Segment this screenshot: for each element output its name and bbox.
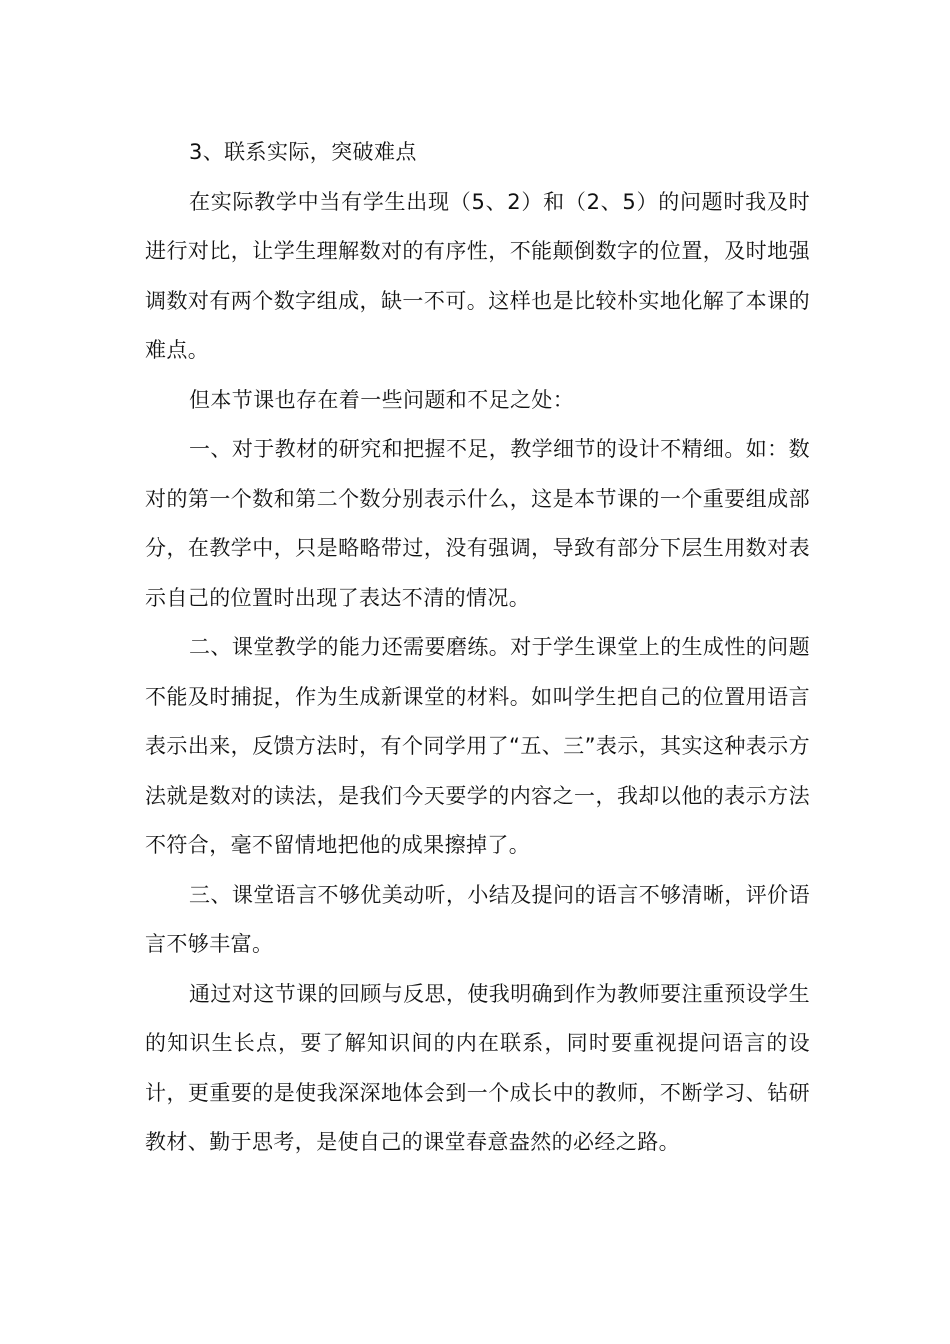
document-body <box>145 128 810 1168</box>
paragraph-shortcoming-two: 二、课堂教学的能力还需要磨练。对于学生课堂上的生成性的问题不能及时捕捉，作为生成新课堂的材料。如叫学生把自己的位置用语言表示出来，反馈方法时，有个同学用了“五、三”表示，其实这种表示方法就是数对的读法，是我们今天要学的内容之一，我却以他的表示方法不符合，毫不留情地把他的成果擦掉了。 <box>145 635 810 857</box>
paragraph-shortcomings-intro: 但本节课也存在着一些问题和不足之处： <box>189 387 575 412</box>
paragraph-shortcoming-one: 一、对于教材的研究和把握不足，教学细节的设计不精细。如：数对的第一个数和第二个数分别表示什么，这是本节课的一个重要组成部分，在教学中，只是略略带过，没有强调，导致有部分下层生用数对表示自己的位置时出现了表达不清的情况。 <box>145 437 810 610</box>
paragraph-case-comparison: 在实际教学中当有学生出现（5、2）和（2、5）的问题时我及时进行对比，让学生理解数对的有序性，不能颠倒数字的位置，及时地强调数对有两个数字组成，缺一不可。这样也是比较朴实地化解了本课的难点。 <box>145 189 810 362</box>
paragraph-conclusion: 通过对这节课的回顾与反思，使我明确到作为教师要注重预设学生的知识生长点，要了解知识间的内在联系，同时要重视提问语言的设计，更重要的是使我深深地体会到一个成长中的教师，不断学习、钻研教材、勤于思考，是使自己的课堂春意盎然的必经之路。 <box>145 981 810 1154</box>
paragraph-shortcoming-three: 三、课堂语言不够优美动听，小结及提问的语言不够清晰，评价语言不够丰富。 <box>145 882 810 956</box>
section-heading: 3、联系实际，突破难点 <box>189 140 417 164</box>
